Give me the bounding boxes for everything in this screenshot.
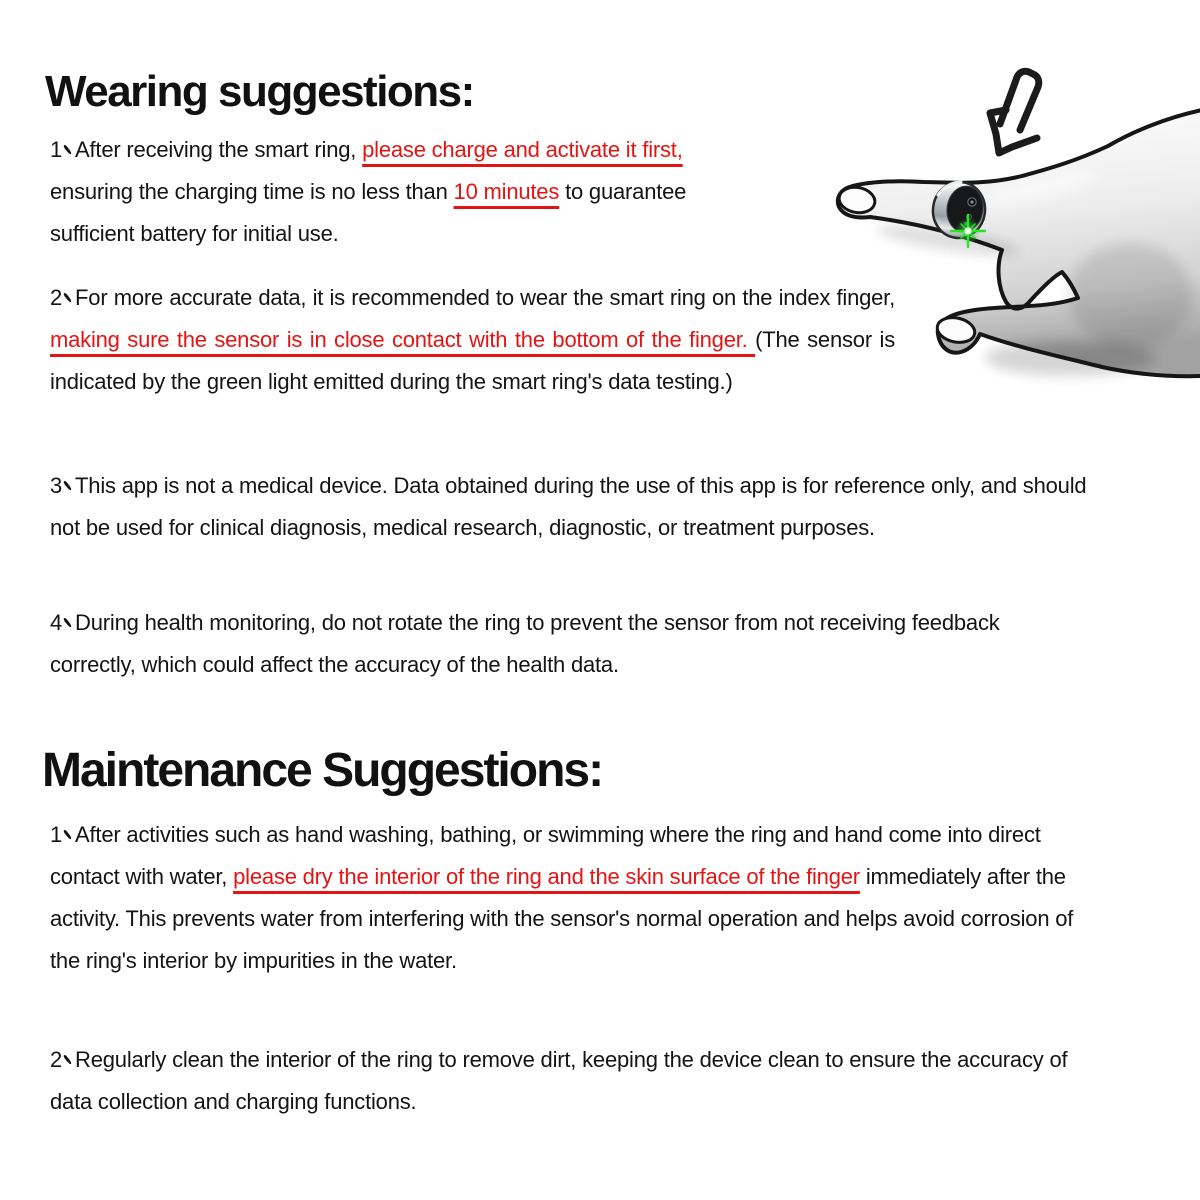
body-text: ensuring the charging time is no less than — [50, 179, 454, 204]
maintenance-item-1 — [50, 814, 1095, 982]
wearing-heading: Wearing suggestions: — [45, 67, 474, 116]
body-text: to guarantee sufficient battery for initial use. — [50, 179, 687, 246]
body-text: 2 Regularly clean the interior of the ring to remove dirt, keeping the device clean to ensure the accuracy of data collection and charging functions. — [50, 1047, 1068, 1114]
body-text: immediately after the activity. This prevents water from interfering with the sensor's normal operation and helps avoid corrosion of the ring's interior by impurities in the water. — [50, 864, 1074, 973]
down-arrow-icon — [990, 71, 1039, 153]
maintenance-item-2 — [50, 1039, 1090, 1123]
ideographic-comma — [62, 1051, 75, 1067]
body-text: 3 This app is not a medical device. Data obtained during the use of this app is for reference only, and should not be used for clinical diagnosis, medical research, diagnostic, or treatment purposes. — [50, 473, 1087, 540]
ideographic-comma — [62, 141, 75, 157]
body-text: 4 During health monitoring, do not rotate the ring to prevent the sensor from not receiving feedback correctly, which could affect the accuracy of the health data. — [50, 610, 1000, 677]
highlighted-text: making sure the sensor is in close contact with the bottom of the finger. — [50, 327, 756, 352]
body-text: (The sensor is indicated by the green light emitted during the smart ring's data testing.) — [50, 327, 895, 394]
body-text: 1 After activities such as hand washing, bathing, or swimming where the ring and hand come into direct contact with water, — [50, 822, 1041, 889]
wearing-item-1 — [50, 129, 750, 255]
wearing-item-4 — [50, 602, 1090, 686]
ideographic-comma — [62, 826, 75, 842]
wearing-item-3 — [50, 465, 1090, 549]
ideographic-comma — [62, 289, 75, 305]
body-text: 2 For more accurate data, it is recommended to wear the smart ring on the index finger, — [50, 285, 895, 310]
wearing-item-2 — [50, 277, 895, 403]
ideographic-comma — [62, 477, 75, 493]
maintenance-heading: Maintenance Suggestions: — [42, 744, 603, 797]
body-text: 1 After receiving the smart ring, — [50, 137, 363, 162]
hand-with-ring-illustration — [830, 60, 1200, 400]
highlighted-text: 10 minutes — [453, 179, 560, 204]
highlighted-text: please charge and activate it first, — [362, 137, 683, 162]
hand-graphic — [837, 110, 1200, 376]
highlighted-text: please dry the interior of the ring and the skin surface of the finger — [233, 864, 860, 889]
ideographic-comma — [62, 614, 75, 630]
